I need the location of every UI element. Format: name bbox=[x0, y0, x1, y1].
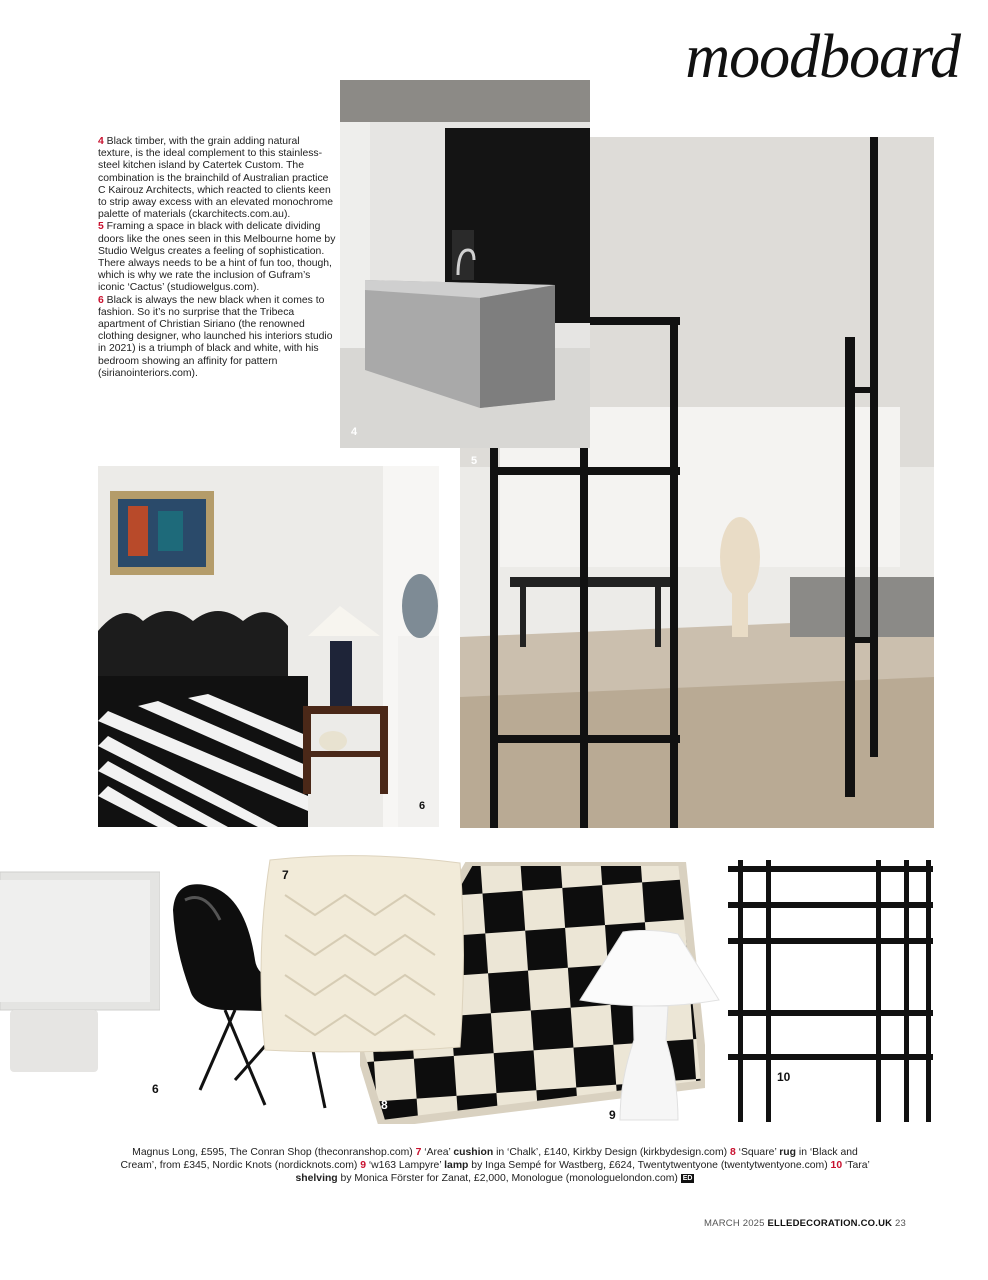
caption-product: lamp bbox=[444, 1160, 469, 1171]
ed-badge: ED bbox=[682, 1175, 693, 1182]
product-number: 7 bbox=[282, 868, 289, 882]
photo-kitchen-island bbox=[340, 80, 590, 448]
caption-product: rug bbox=[779, 1147, 797, 1158]
caption-text: in ‘Chalk’, £140, Kirkby Design (kirkbydesign.com) bbox=[493, 1147, 730, 1158]
article-text bbox=[98, 136, 336, 380]
caption-number: 7 bbox=[415, 1147, 422, 1158]
caption-text: ‘Area’ bbox=[421, 1147, 454, 1158]
paragraph-number: 5 bbox=[98, 221, 104, 233]
paragraph-number: 6 bbox=[98, 294, 104, 306]
caption-number: 8 bbox=[729, 1147, 736, 1158]
caption-number: 10 bbox=[830, 1160, 843, 1171]
product-number: 9 bbox=[609, 1108, 616, 1122]
photo-number: 6 bbox=[419, 800, 426, 812]
paragraph-text: Black timber, with the grain adding natural texture, is the ideal complement to this stainless-steel kitchen island by Catertek Custom. The combination is the brainchild of Australian practice C Kairouz Architects, which reacted to clients keen to strip away excess with an elevated monochrome palette of materials (ckarchitects.com.au). bbox=[98, 136, 334, 221]
page-number: 23 bbox=[892, 1218, 906, 1229]
photo-number: 4 bbox=[351, 426, 358, 438]
photo-number: 5 bbox=[471, 455, 478, 467]
page-title: moodboard bbox=[685, 23, 960, 91]
page-footer bbox=[600, 1218, 906, 1229]
paragraph-5 bbox=[98, 221, 336, 294]
product-cushion bbox=[255, 855, 467, 1055]
caption-text: ‘Tara’ bbox=[842, 1160, 870, 1171]
product-sideboard bbox=[0, 868, 160, 1078]
caption-product: shelving bbox=[295, 1173, 338, 1184]
caption-text: by Monica Förster for Zanat, £2,000, Monologue (monologuelondon.com) bbox=[337, 1173, 681, 1184]
footer-date: MARCH 2025 bbox=[704, 1218, 768, 1229]
paragraph-text: Framing a space in black with delicate dividing doors like the ones seen in this Melbourne home by Studio Welgus creates a feeling of sophistication. There always needs to be a hint of fun too, though, which is why we rate the inclusion of Gufram’s iconic ‘Cactus’ (studiowelgus.com). bbox=[98, 221, 336, 294]
product-number: 8 bbox=[381, 1098, 388, 1112]
photo-bedroom bbox=[98, 466, 439, 827]
caption-product: cushion bbox=[453, 1147, 494, 1158]
paragraph-4 bbox=[98, 136, 336, 221]
caption-text: ‘w163 Lampyre’ bbox=[365, 1160, 445, 1171]
caption-number: 9 bbox=[360, 1160, 366, 1171]
product-caption bbox=[120, 1146, 870, 1185]
caption-text: ‘Square’ bbox=[735, 1147, 780, 1158]
paragraph-6 bbox=[98, 295, 336, 380]
product-shelving bbox=[726, 858, 936, 1126]
product-number: 6 bbox=[152, 1082, 159, 1096]
caption-text: by Inga Sempé for Wastberg, £624, Twentytwentyone (twentytwentyone.com) bbox=[468, 1160, 831, 1171]
paragraph-text: Black is always the new black when it comes to fashion. So it’s no surprise that the Tribeca apartment of Christian Siriano (the renowned clothing designer, who launched his interiors studio in 2021) is a triumph of black and white, with his bedroom showing an affinity for pattern (sirianointeriors.com). bbox=[98, 294, 333, 379]
caption-text: in ‘Black and Cream’, from £345, Nordic Knots (nordicknots.com) bbox=[120, 1147, 858, 1171]
paragraph-number: 4 bbox=[98, 136, 104, 147]
product-lamp bbox=[578, 930, 720, 1126]
product-number: 10 bbox=[777, 1070, 791, 1084]
caption-text: Magnus Long, £595, The Conran Shop (theconranshop.com) bbox=[132, 1147, 416, 1158]
footer-site: ELLEDECORATION.CO.UK bbox=[767, 1218, 893, 1229]
